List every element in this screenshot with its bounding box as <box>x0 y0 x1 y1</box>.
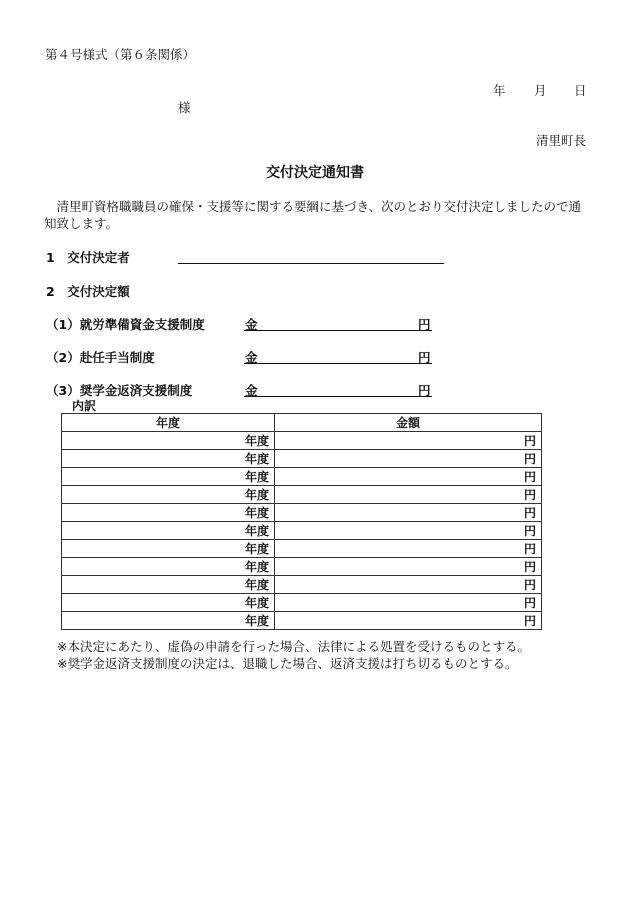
section-2-label: 2 交付決定額 <box>46 284 130 299</box>
table-row <box>62 504 542 522</box>
year-cell[interactable]: 年度 <box>62 522 275 540</box>
amount-cell[interactable]: 円 <box>275 522 542 540</box>
year-cell[interactable]: 年度 <box>62 432 275 450</box>
item-2-amount-line <box>244 363 432 364</box>
amount-cell[interactable]: 円 <box>275 594 542 612</box>
amount-cell[interactable]: 円 <box>275 612 542 630</box>
year-cell[interactable]: 年度 <box>62 468 275 486</box>
note-1: ※本決定にあたり、虚偽の申請を行った場合、法律による処置を受けるものとする。 <box>57 639 530 654</box>
item-1-prefix: 金 <box>245 317 258 332</box>
item-2-prefix: 金 <box>245 350 258 365</box>
breakdown-label: 内訳 <box>72 399 97 413</box>
table-header-amount: 金額 <box>275 414 542 432</box>
table-row <box>62 594 542 612</box>
amount-cell[interactable]: 円 <box>275 540 542 558</box>
table-row <box>62 522 542 540</box>
body-paragraph: 清里町資格職職員の確保・支援等に関する要綱に基づき、次のとおり交付決定しましたので通知致します。 <box>44 199 582 231</box>
breakdown-table <box>61 413 542 630</box>
amount-cell[interactable]: 円 <box>275 576 542 594</box>
section-1-label: 1 交付決定者 <box>46 250 130 265</box>
document-title: 交付決定通知書 <box>266 165 364 181</box>
issuer-name: 清里町長 <box>535 133 586 148</box>
year-cell[interactable]: 年度 <box>62 576 275 594</box>
year-cell[interactable]: 年度 <box>62 558 275 576</box>
year-cell[interactable]: 年度 <box>62 486 275 504</box>
table-header-row <box>62 414 542 432</box>
item-3-suffix: 円 <box>418 383 431 398</box>
table-row <box>62 450 542 468</box>
item-1-amount-line <box>244 330 432 331</box>
recipient-line <box>178 263 444 264</box>
year-cell[interactable]: 年度 <box>62 594 275 612</box>
year-cell[interactable]: 年度 <box>62 504 275 522</box>
table-row <box>62 612 542 630</box>
date-year-label: 年 <box>493 83 506 98</box>
amount-cell[interactable]: 円 <box>275 504 542 522</box>
addressee-suffix: 様 <box>178 100 191 115</box>
amount-cell[interactable]: 円 <box>275 558 542 576</box>
table-row <box>62 432 542 450</box>
table-row <box>62 540 542 558</box>
date-day-label: 日 <box>574 83 587 98</box>
amount-cell[interactable]: 円 <box>275 432 542 450</box>
note-2: ※奨学金返済支援制度の決定は、退職した場合、返済支援は打ち切るものとする。 <box>57 656 518 671</box>
notes <box>57 638 530 672</box>
form-number: 第４号様式（第６条関係） <box>45 47 196 62</box>
item-3-label: （3）奨学金返済支援制度 <box>46 383 193 398</box>
item-1-suffix: 円 <box>418 317 431 332</box>
table-row <box>62 558 542 576</box>
year-cell[interactable]: 年度 <box>62 612 275 630</box>
year-cell[interactable]: 年度 <box>62 450 275 468</box>
item-3-amount-line <box>244 396 432 397</box>
date-month-label: 月 <box>534 83 547 98</box>
item-3-prefix: 金 <box>245 383 258 398</box>
table-row <box>62 576 542 594</box>
year-cell[interactable]: 年度 <box>62 540 275 558</box>
item-2-label: （2）赴任手当制度 <box>46 350 155 365</box>
table-row <box>62 486 542 504</box>
amount-cell[interactable]: 円 <box>275 450 542 468</box>
item-2-suffix: 円 <box>418 350 431 365</box>
table-row <box>62 468 542 486</box>
table-header-year: 年度 <box>62 414 275 432</box>
amount-cell[interactable]: 円 <box>275 468 542 486</box>
item-1-label: （1）就労準備資金支援制度 <box>46 317 205 332</box>
amount-cell[interactable]: 円 <box>275 486 542 504</box>
